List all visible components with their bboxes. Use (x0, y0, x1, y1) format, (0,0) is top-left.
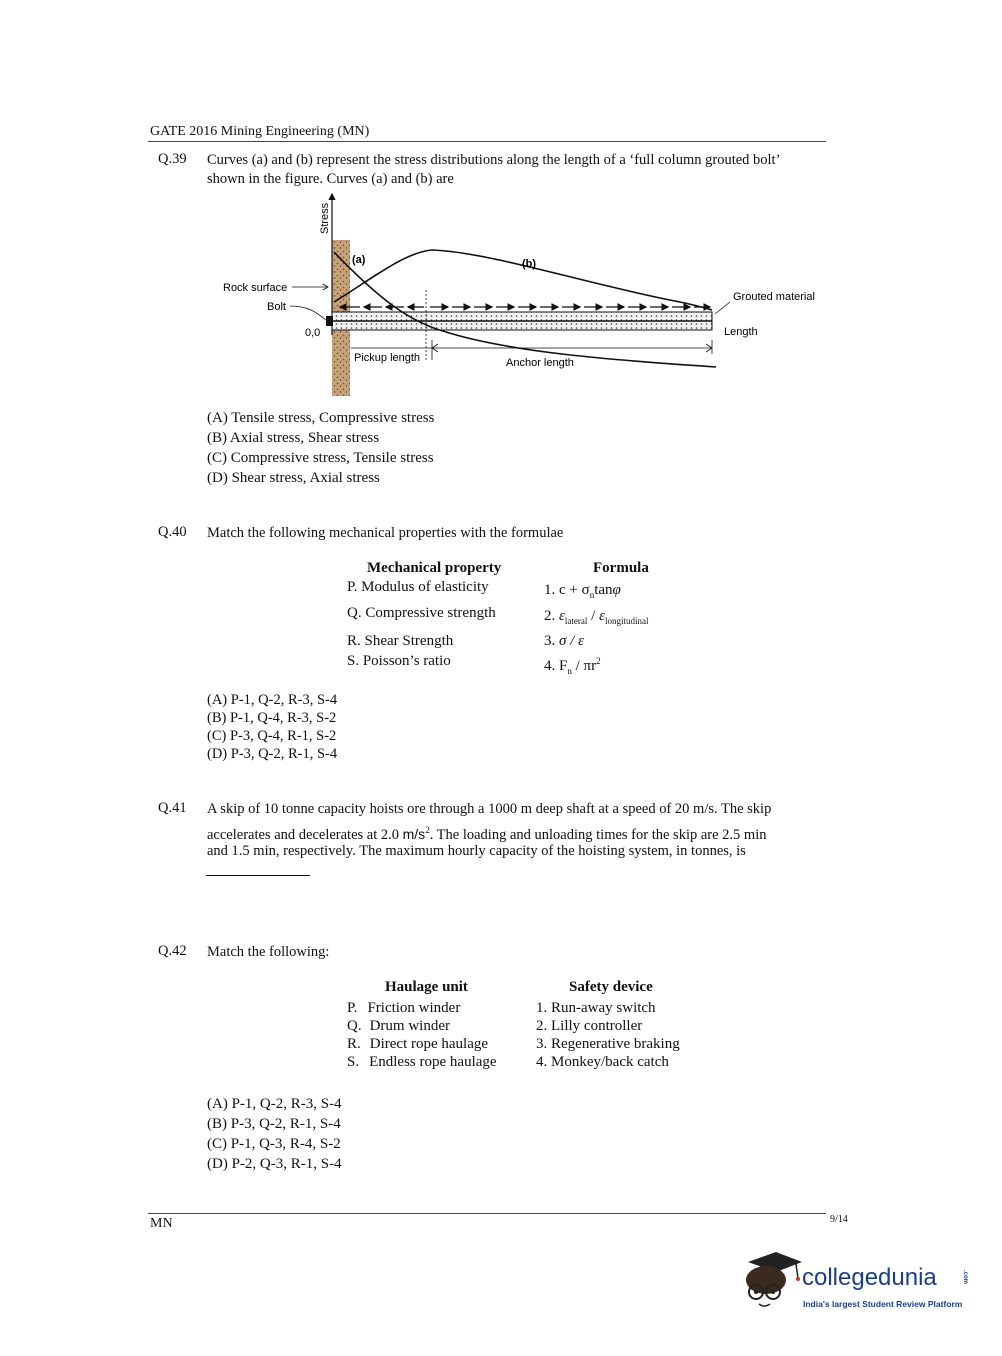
q40-option-c: (C) P-3, Q-4, R-1, S-2 (207, 728, 337, 744)
q40-option-a: (A) P-1, Q-2, R-3, S-4 (207, 692, 338, 708)
q42-option-d: (D) P-2, Q-3, R-1, S-4 (207, 1156, 342, 1172)
q40-option-d: (D) P-3, Q-2, R-1, S-4 (207, 746, 338, 762)
grouted-material-label: Grouted material (733, 291, 815, 303)
q40-formula-1: 1. $c + \sigma_n\tan\varphi$ (544, 582, 621, 600)
q42-unit-s: S. Endless rope haulage (347, 1054, 497, 1070)
curve-a-label: (a) (352, 254, 366, 266)
q39-text-line1: Curves (a) and (b) represent the stress distributions along the length of a ‘full column grouted bolt’ (207, 152, 781, 168)
q42-option-c: (C) P-1, Q-3, R-4, S-2 (207, 1136, 341, 1152)
logo-wordmark: collegedunia (802, 1264, 937, 1291)
q40-text: Match the following mechanical properties with the formulae (207, 525, 564, 541)
q42-col2-header: Safety device (569, 979, 653, 995)
q40-formula-3: 3. σ / ε (544, 633, 584, 649)
rock-surface-label: Rock surface (223, 282, 288, 294)
stress-axis-label: Stress (319, 202, 331, 234)
anchor-length-label: Anchor length (506, 357, 574, 369)
q39-number: Q.39 (158, 151, 187, 167)
q41-answer-blank[interactable] (206, 875, 310, 876)
q40-property-r: R. Shear Strength (347, 633, 454, 649)
q40-col1-header: Mechanical property (367, 560, 502, 576)
collegedunia-logo[interactable] (742, 1248, 972, 1318)
q41-number: Q.41 (158, 800, 187, 816)
q39-option-a: (A) Tensile stress, Compressive stress (207, 410, 435, 426)
origin-label: 0,0 (305, 327, 321, 339)
q40-property-p: P. Modulus of elasticity (347, 579, 489, 595)
q42-option-a: (A) P-1, Q-2, R-3, S-4 (207, 1096, 342, 1112)
q39-option-c: (C) Compressive stress, Tensile stress (207, 450, 434, 466)
q40-col2-header: Formula (593, 560, 649, 576)
q42-unit-p: P. Friction winder (347, 1000, 461, 1016)
logo-suffix: .com (962, 1270, 968, 1285)
mascot-icon (742, 1248, 804, 1318)
q42-device-2: 2. Lilly controller (536, 1018, 643, 1034)
q40-formula-2: 2. $\varepsilon_{lateral} / \varepsilon_{longitudinal}$ (544, 608, 649, 626)
footer-divider (148, 1213, 826, 1214)
q42-text: Match the following: (207, 944, 330, 960)
bolt-stress-figure (210, 190, 840, 405)
bolt-label: Bolt (267, 301, 286, 313)
curve-b-label: (b) (522, 258, 537, 270)
page-header: GATE 2016 Mining Engineering (MN) (150, 124, 370, 139)
length-axis-label: Length (724, 326, 758, 338)
grouted-pointer (715, 302, 730, 314)
q42-unit-q: Q. Drum winder (347, 1018, 450, 1034)
header-divider (148, 141, 826, 142)
q42-option-b: (B) P-3, Q-2, R-1, S-4 (207, 1116, 341, 1132)
bolt-pointer (290, 306, 326, 320)
q39-option-b: (B) Axial stress, Shear stress (207, 430, 380, 446)
q42-col1-header: Haulage unit (385, 979, 468, 995)
page-number: 9/14 (830, 1214, 848, 1225)
q39-text-line2: shown in the figure. Curves (a) and (b) are (207, 171, 454, 187)
footer-left: MN (150, 1216, 173, 1231)
bolt-head (326, 316, 333, 326)
q40-property-q: Q. Compressive strength (347, 605, 496, 621)
q40-option-b: (B) P-1, Q-4, R-3, S-2 (207, 710, 337, 726)
pickup-length-label: Pickup length (354, 352, 421, 364)
q41-line2: accelerates and decelerates at 2.0 $m/s^2$. The loading and unloading times for the skip are 2.5 min (207, 825, 767, 843)
q39-option-d: (D) Shear stress, Axial stress (207, 470, 380, 486)
q40-number: Q.40 (158, 524, 187, 540)
q40-property-s: S. Poisson’s ratio (347, 653, 451, 669)
q40-formula-4: 4. $F_n / \pi r^2$ (544, 656, 601, 676)
logo-tagline: India's largest Student Review Platform (803, 1299, 963, 1309)
q42-number: Q.42 (158, 943, 187, 959)
q42-unit-r: R. Direct rope haulage (347, 1036, 489, 1052)
q42-device-4: 4. Monkey/back catch (536, 1054, 669, 1070)
q42-device-1: 1. Run-away switch (536, 1000, 656, 1016)
q42-device-3: 3. Regenerative braking (536, 1036, 680, 1052)
q41-line1: A skip of 10 tonne capacity hoists ore through a 1000 m deep shaft at a speed of 20 m/s. The skip (207, 801, 772, 817)
q41-line3: and 1.5 min, respectively. The maximum hourly capacity of the hoisting system, in tonnes, is (207, 843, 746, 859)
